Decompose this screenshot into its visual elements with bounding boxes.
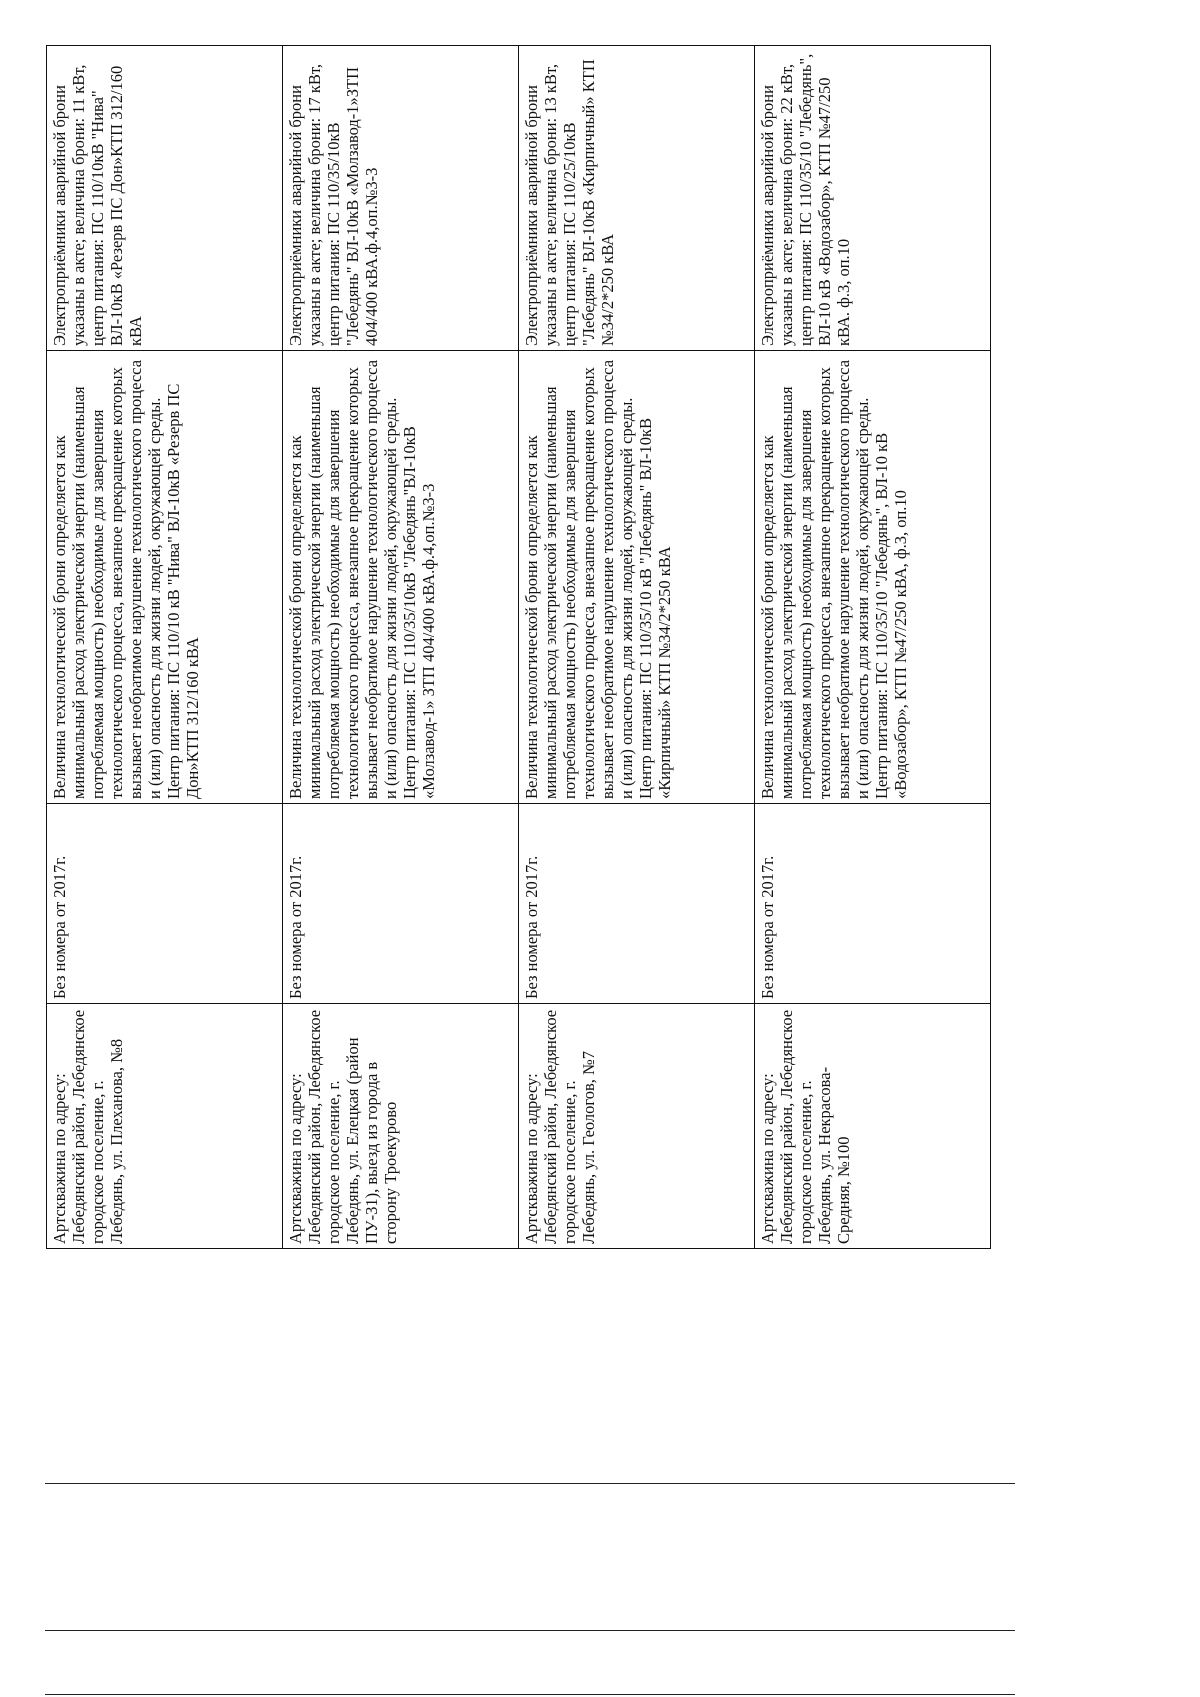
act-cell: Без номера от 2017г. [47,804,283,1004]
table-row [755,46,991,1249]
act-cell: Без номера от 2017г. [283,804,519,1004]
object-cell: Артскважина по адресу: Лебедянский район, Лебедянское городское поселение, г. Лебедянь, ул. Геологов, №7 [519,1004,755,1249]
tech-reserve-cell: Величина технологической брони определяется как минимальный расход электрической энергии (наименьшая потребляемая мощность) необходимые для завершения технологического процесса, внезапное прекращение которых вызывает необратимое нарушение технологического процесса и (или) опасность для жизни людей, окружающей среды. Центр питания: ПС 110/35/10 кВ "Лебедянь" ВЛ-10кВ «Кирпичный» КТП №34/2*250 кВА [519,351,755,804]
object-cell: Артскважина по адресу: Лебедянский район, Лебедянское городское поселение, г. Лебедянь, ул. Елецкая (район ПУ-31), выезд из города в сторону Троекурово [283,1004,519,1249]
emergency-reserve-cell: Электроприёмники аварийной брони указаны в акте; величина брони: 11 кВт, центр питания: ПС 110/10кВ "Нива" ВЛ-10кВ «Резерв ПС Дон»КТП 312/160 кВА [47,46,283,351]
divider-line [45,1483,1015,1484]
act-cell: Без номера от 2017г. [755,804,991,1004]
tech-reserve-cell: Величина технологической брони определяется как минимальный расход электрической энергии (наименьшая потребляемая мощность) необходимые для завершения технологического процесса, внезапное прекращение которых вызывает необратимое нарушение технологического процесса и (или) опасность для жизни людей, окружающей среды. Центр питания: ПС 110/10 кВ "Нива" ВЛ-10кВ «Резерв ПС Дон»КТП 312/160 кВА [47,351,283,804]
tech-reserve-cell: Величина технологической брони определяется как минимальный расход электрической энергии (наименьшая потребляемая мощность) необходимые для завершения технологического процесса, внезапное прекращение которых вызывает необратимое нарушение технологического процесса и (или) опасность для жизни людей, окружающей среды. Центр питания: ПС 110/35/10 "Лебедянь", ВЛ-10 кВ «Водозабор», КТП №47/250 кВА, ф.3, оп.10 [755,351,991,804]
emergency-reserve-cell: Электроприёмники аварийной брони указаны в акте; величина брони: 17 кВт, центр питания: ПС 110/35/10кВ "Лебедянь" ВЛ-10кВ «Молзавод-1»ЗТП 404/400 кВА.ф.4,оп.№3-3 [283,46,519,351]
reserve-table [46,45,991,1249]
act-cell: Без номера от 2017г. [519,804,755,1004]
emergency-reserve-cell: Электроприёмники аварийной брони указаны в акте; величина брони: 22 кВт, центр питания: ПС 110/35/10 "Лебедянь", ВЛ-10 кВ «Водозабор», КТП №47/250 кВА. ф.3, оп.10 [755,46,991,351]
table-row [283,46,519,1249]
tech-reserve-cell: Величина технологической брони определяется как минимальный расход электрической энергии (наименьшая потребляемая мощность) необходимые для завершения технологического процесса, внезапное прекращение которых вызывает необратимое нарушение технологического процесса и (или) опасность для жизни людей, окружающей среды. Центр питания: ПС 110/35/10кВ "Лебедянь"ВЛ-10кВ «Молзавод-1» ЗТП 404/400 кВА.ф.4,оп.№3-3 [283,351,519,804]
table-row [519,46,755,1249]
rotated-table-container [46,46,1016,1249]
object-cell: Артскважина по адресу: Лебедянский район, Лебедянское городское поселение, г. Лебедянь, ул. Плеханова, №8 [47,1004,283,1249]
table-row [47,46,283,1249]
emergency-reserve-cell: Электроприёмники аварийной брони указаны в акте; величина брони: 13 кВт, центр питания: ПС 110/25/10кВ "Лебедянь" ВЛ-10кВ «Кирпичный» КТП №34/2*250 кВА [519,46,755,351]
divider-line [45,1630,1015,1631]
object-cell: Артскважина по адресу: Лебедянский район, Лебедянское городское поселение, г. Лебедянь, ул. Некрасова-Средняя, №100 [755,1004,991,1249]
divider-line [45,1694,1015,1695]
